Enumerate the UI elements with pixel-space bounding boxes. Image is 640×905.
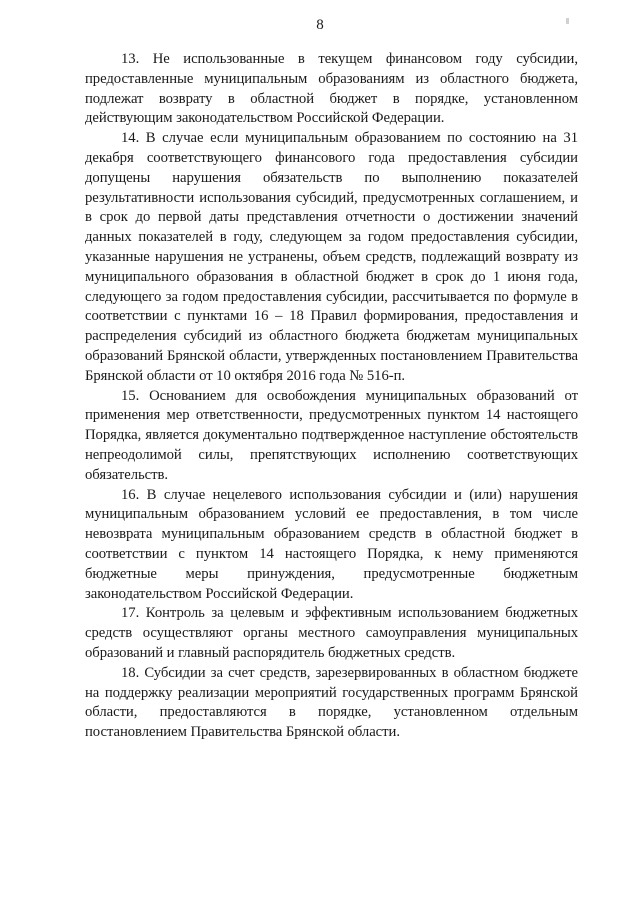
page-number: 8 [316,17,324,33]
paragraph-18: 18. Субсидии за счет средств, зарезервированных в областном бюджете на поддержку реализации мероприятий государственных программ Брянской области, предоставляются в порядке, установленном отдельным постановлением Правительства Брянской области. [85,664,578,741]
paragraph-14: 14. В случае если муниципальным образованием по состоянию на 31 декабря соответствующего финансового года предоставления субсидии допущены нарушения обязательств по выполнению показателей результативности использования субсидий, предусмотренных соглашением, и в срок до первой даты представления отчетности о достижении значений данных показателей в году, следующем за годом предоставления субсидии, указанные нарушения не устранены, объем средств, подлежащий возврату из муниципального образования в областной бюджет в срок до 1 июня года, следующего за годом предоставления субсидии, рассчитывается по формуле в соответствии с пунктами 16 – 18 Правил формирования, предоставления и распределения субсидий из областного бюджета бюджетам муниципальных образований Брянской области, утвержденных постановлением Правительства Брянской области от 10 октября 2016 года № 516-п. [85,130,578,384]
paragraph-15: 15. Основанием для освобождения муниципальных образований от применения мер ответственности, предусмотренных пунктом 14 настоящего Порядка, является документально подтвержденное наступление обстоятельств непреодолимой силы, препятствующих исполнению соответствующих обязательств. [85,387,578,483]
scan-mark [566,18,569,24]
paragraph-17: 17. Контроль за целевым и эффективным использованием бюджетных средств осуществляют органы местного самоуправления муниципальных образований и главный распорядитель бюджетных средств. [85,605,578,661]
document-body [85,50,578,743]
paragraph-16: 16. В случае нецелевого использования субсидии и (или) нарушения муниципальным образованием условий ее предоставления, в том числе невозврата муниципальным образованием средств в областной бюджет в соответствии с пунктом 14 настоящего Порядка, к нему применяются бюджетные меры принуждения, предусмотренные бюджетным законодательством Российской Федерации. [85,486,578,602]
paragraph-13: 13. Не использованные в текущем финансовом году субсидии, предоставленные муниципальным образованиям из областного бюджета, подлежат возврату в областной бюджет в порядке, установленном действующим законодательством Российской Федерации. [85,51,578,127]
